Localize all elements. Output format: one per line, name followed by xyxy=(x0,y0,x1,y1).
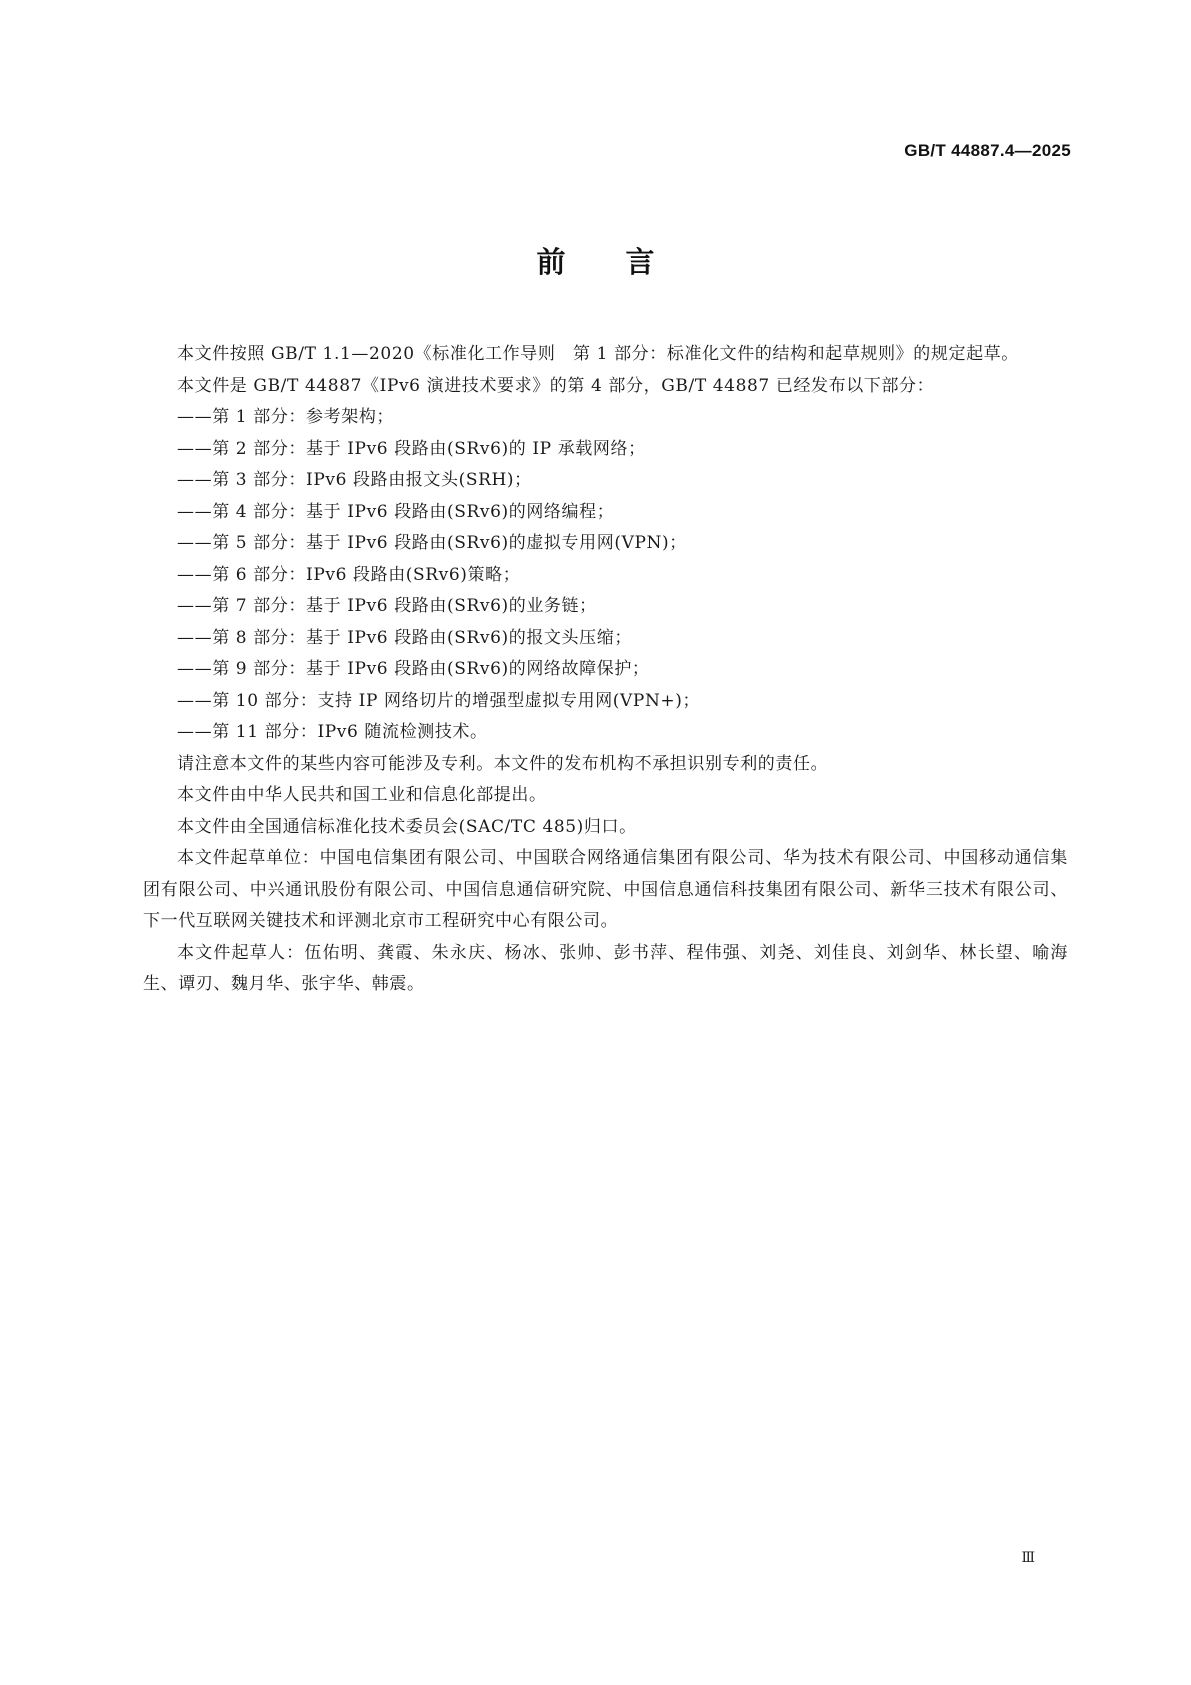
list-item-part-7: ——第 7 部分：基于 IPv6 段路由(SRv6)的业务链； xyxy=(177,596,597,616)
list-item-part-1: ——第 1 部分：参考架构； xyxy=(177,407,395,427)
drafting-units: 本文件起草单位：中国电信集团有限公司、中国联合网络通信集团有限公司、华为技术有限公司、中国移动通信集团有限公司、中兴通讯股份有限公司、中国信息通信研究院、中国信息通信科技集团有限公司、新华三技术有限公司、下一代互联网关键技术和评测北京市工程研究中心有限公司。 xyxy=(143,848,1068,931)
list-item-part-10: ——第 10 部分：支持 IP 网络切片的增强型虚拟专用网(VPN+)； xyxy=(177,690,701,711)
proposer-statement: 本文件由中华人民共和国工业和信息化部提出。 xyxy=(177,785,547,805)
foreword-body xyxy=(143,339,1068,1001)
list-item-part-11: ——第 11 部分：IPv6 随流检测技术。 xyxy=(177,722,488,742)
page-title: 前言 xyxy=(536,245,715,279)
page-number: Ⅲ xyxy=(1021,1550,1035,1566)
list-item-part-5: ——第 5 部分：基于 IPv6 段路由(SRv6)的虚拟专用网(VPN)； xyxy=(177,533,687,553)
list-item-part-8: ——第 8 部分：基于 IPv6 段路由(SRv6)的报文头压缩； xyxy=(177,627,632,648)
list-item-part-4: ——第 4 部分：基于 IPv6 段路由(SRv6)的网络编程； xyxy=(177,501,615,522)
standard-code: GB/T 44887.4—2025 xyxy=(904,141,1071,160)
list-item-part-2: ——第 2 部分：基于 IPv6 段路由(SRv6)的 IP 承载网络； xyxy=(177,438,646,459)
list-item-part-3: ——第 3 部分：IPv6 段路由报文头(SRH)； xyxy=(177,470,532,490)
list-item-part-9: ——第 9 部分：基于 IPv6 段路由(SRv6)的网络故障保护； xyxy=(177,659,650,679)
series-paragraph: 本文件是 GB/T 44887《IPv6 演进技术要求》的第 4 部分，GB/T 44887 已经发布以下部分： xyxy=(177,375,935,396)
intro-paragraph: 本文件按照 GB/T 1.1—2020《标准化工作导则 第 1 部分：标准化文件的结构和起草规则》的规定起草。 xyxy=(177,344,1019,364)
drafters: 本文件起草人：伍佑明、龚霞、朱永庆、杨冰、张帅、彭书萍、程伟强、刘尧、刘佳良、刘剑华、林长望、喻海生、谭刃、魏月华、张宇华、韩震。 xyxy=(143,942,1068,994)
centralized-statement: 本文件由全国通信标准化技术委员会(SAC/TC 485)归口。 xyxy=(177,816,637,837)
list-item-part-6: ——第 6 部分：IPv6 段路由(SRv6)策略； xyxy=(177,564,521,585)
patent-notice: 请注意本文件的某些内容可能涉及专利。本文件的发布机构不承担识别专利的责任。 xyxy=(177,753,829,774)
